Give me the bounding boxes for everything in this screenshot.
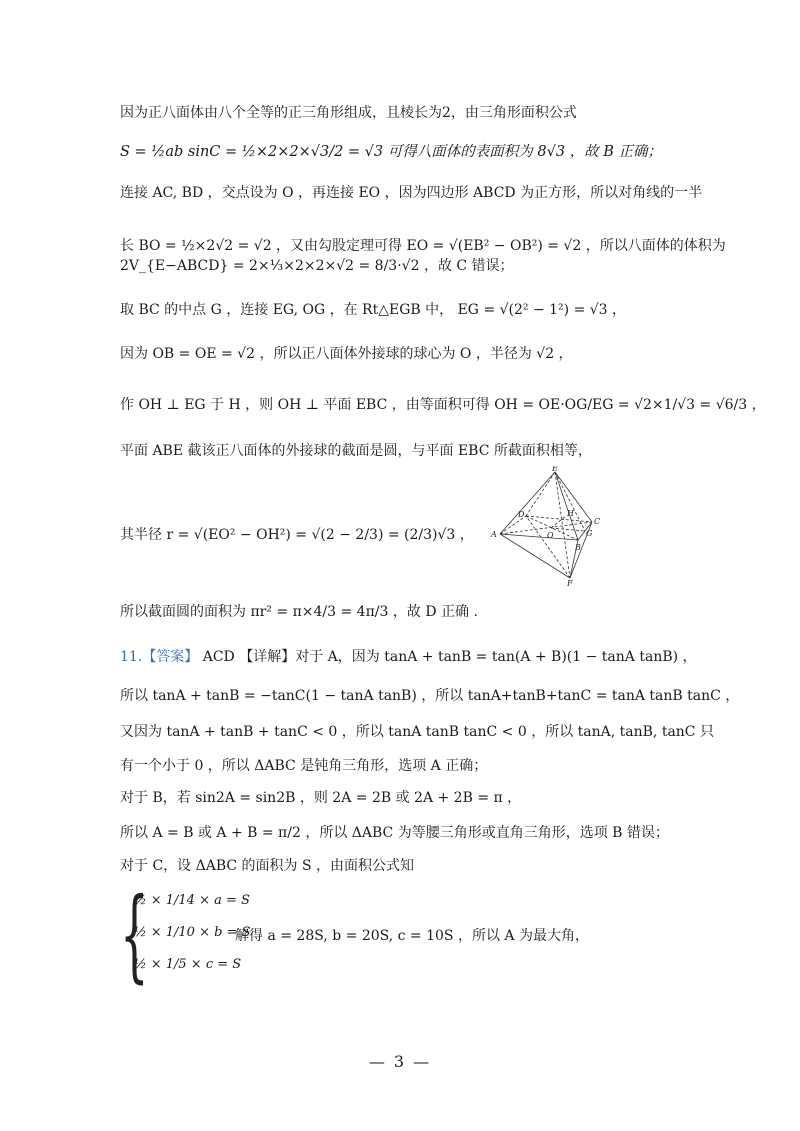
text-line-5: 2V_{E−ABCD} = 2×⅓×2×2×√2 = 8/3·√2 ，故 C 错误；	[120, 258, 514, 274]
octahedron-figure	[490, 466, 620, 586]
text-line-2: S = ½ab sinC = ½×2×2×√3/2 = √3 可得八面体的表面积为 8√3 ，故 B 正确；	[120, 144, 663, 160]
text-line-10: 其半径 r = √(EO² − OH²) = √(2 − 2/3) = (2/3)√3 ，	[120, 527, 474, 543]
edge-EB	[555, 472, 578, 540]
system-result: 解得 a = 28S, b = 20S, c = 10S ，所以 A 为最大角，	[235, 928, 589, 944]
label-G: G	[586, 529, 593, 538]
text-line-1: 因为正八面体由八个全等的正三角形组成，且棱长为2，由三角形面积公式	[120, 105, 577, 121]
text-line-11: 所以截面圆的面积为 πr² = π×4/3 = 4π/3 ，故 D 正确 .	[120, 604, 478, 620]
text-line-15: 有一个小于 0 ，所以 ΔABC 是钝角三角形，选项 A 正确；	[120, 758, 488, 774]
system-row-2: ½ × 1/10 × b = S	[134, 925, 251, 940]
text-line-4: 长 BO = ½×2√2 = √2 ，又由勾股定理可得 EO = √(EB² − OB²) = √2 ，所以八面体的体积为	[120, 238, 726, 254]
edge-FD	[526, 516, 570, 578]
edge-EA	[500, 472, 555, 534]
edge-ED	[526, 472, 555, 516]
edge-FA	[500, 534, 570, 578]
answer-line	[120, 647, 697, 667]
system-row-1: ½ × 1/14 × a = S	[134, 893, 250, 908]
seg-EG	[555, 472, 585, 531]
label-F: F	[567, 579, 573, 586]
label-A: A	[491, 530, 497, 539]
answer-text: ACD 【详解】对于 A，因为 tanA + tanB = tan(A + B)(1 − tanA tanB) ，	[202, 649, 697, 665]
text-line-13: 所以 tanA + tanB = −tanC(1 − tanA tanB) ，所以 tanA+tanB+tanC = tanA tanB tanC ，	[120, 688, 740, 704]
label-O: O	[547, 531, 554, 540]
system-row-3: ½ × 1/5 × c = S	[134, 957, 242, 972]
text-line-7: 因为 OB = OE = √2 ，所以正八面体外接球的球心为 O ，半径为 √2 ，	[120, 346, 573, 362]
seg-OH	[551, 516, 566, 528]
text-line-18: 对于 C，设 ΔABC 的面积为 S ，由面积公式知	[120, 858, 415, 874]
left-brace: {	[120, 876, 149, 993]
label-D: D	[518, 510, 525, 519]
text-line-3: 连接 AC, BD ，交点设为 O ，再连接 EO ，因为四边形 ABCD 为正方形，所以对角线的一半	[120, 185, 703, 201]
label-B: B	[575, 543, 581, 552]
text-line-9: 平面 ABE 截该正八面体的外接球的截面是圆，与平面 EBC 所截面积相等，	[120, 443, 592, 459]
text-line-8: 作 OH ⊥ EG 于 H ，则 OH ⊥ 平面 EBC ，由等面积可得 OH = OE·OG/EG = √2×1/√3 = √6/3 ，	[120, 397, 766, 413]
text-line-16: 对于 B，若 sin2A = sin2B ，则 2A = 2B 或 2A + 2B = π ，	[120, 790, 522, 806]
text-line-17: 所以 A = B 或 A + B = π/2 ，所以 ΔABC 为等腰三角形或直角三角形，选项 B 错误；	[120, 825, 669, 841]
axis-EF	[555, 472, 570, 578]
label-C: C	[594, 517, 601, 526]
label-H: H	[567, 509, 574, 518]
diag-AC	[500, 522, 592, 534]
edge-AB	[500, 534, 578, 540]
answer-tag: 11.【答案】	[120, 649, 199, 665]
page-number: — 3 —	[368, 1052, 432, 1071]
text-line-14: 又因为 tanA + tanB + tanC < 0 ，所以 tanA tanB tanC < 0 ，所以 tanA, tanB, tanC 只	[120, 724, 714, 740]
text-line-6: 取 BC 的中点 G ，连接 EG, OG ，在 Rt△EGB 中， EG = √(2² − 1²) = √3 ，	[120, 302, 627, 318]
label-E: E	[552, 466, 558, 473]
